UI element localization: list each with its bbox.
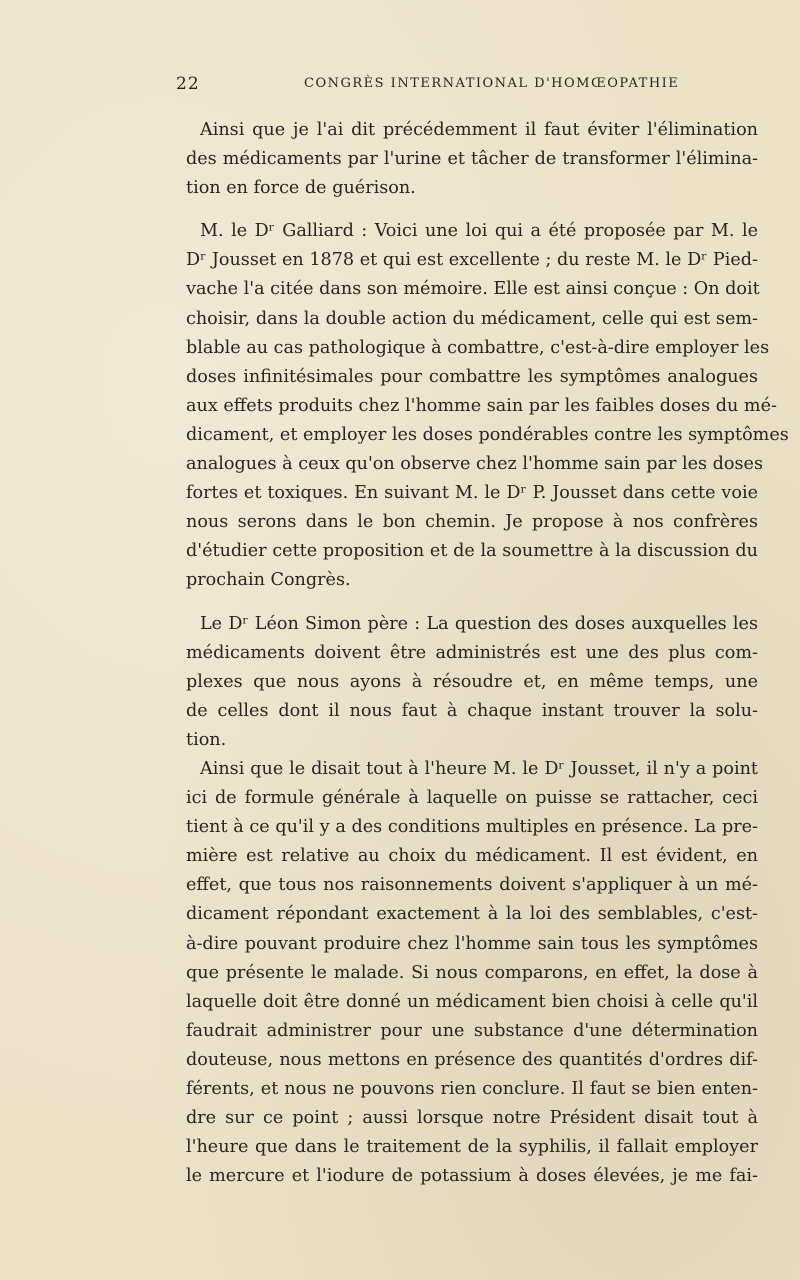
text-line: que présente le malade. Si nous comparons, en effet, la dose à	[186, 962, 758, 983]
text-line: tient à ce qu'il y a des conditions multiples en présence. La pre-	[186, 817, 758, 838]
page-number: 22	[176, 74, 200, 94]
text-line: analogues à ceux qu'on observe chez l'homme sain par les doses	[186, 454, 763, 475]
text-line: douteuse, nous mettons en présence des quantités d'ordres dif-	[186, 1049, 758, 1070]
text-line: fortes et toxiques. En suivant M. le Dʳ P. Jousset dans cette voie	[186, 483, 758, 504]
text-line: nous serons dans le bon chemin. Je propose à nos confrères	[186, 512, 758, 533]
text-line: Ainsi que le disait tout à l'heure M. le Dʳ Jousset, il n'y a point	[200, 758, 758, 779]
text-line: médicaments doivent être administrés est une des plus com-	[186, 642, 758, 663]
running-title: CONGRÈS INTERNATIONAL D'HOMŒOPATHIE	[304, 76, 680, 91]
text-line: effet, que tous nos raisonnements doivent s'appliquer à un mé-	[186, 875, 758, 896]
text-line: dicament répondant exactement à la loi des semblables, c'est-	[186, 904, 758, 925]
text-line: ici de formule générale à laquelle on puisse se rattacher, ceci	[186, 788, 758, 809]
text-line: faudrait administrer pour une substance d'une détermination	[186, 1020, 758, 1041]
text-line: dre sur ce point ; aussi lorsque notre Président disait tout à	[186, 1108, 758, 1129]
text-line: laquelle doit être donné un médicament bien choisi à celle qu'il	[186, 991, 758, 1012]
text-line: Dʳ Jousset en 1878 et qui est excellente ; du reste M. le Dʳ Pied-	[186, 250, 758, 271]
text-line: férents, et nous ne pouvons rien conclure. Il faut se bien enten-	[186, 1079, 758, 1099]
text-line: prochain Congrès.	[186, 570, 351, 591]
text-line: blable au cas pathologique à combattre, c'est-à-dire employer les	[186, 337, 770, 358]
text-line: mière est relative au choix du médicament. Il est évident, en	[186, 846, 758, 867]
text-line: des médicaments par l'urine et tâcher de transformer l'élimina-	[186, 149, 758, 170]
text-line: le mercure et l'iodure de potassium à doses élevées, je me fai-	[186, 1166, 758, 1187]
text-line: l'heure que dans le traitement de la syphilis, il fallait employer	[186, 1137, 758, 1158]
text-line: d'étudier cette proposition et de la soumettre à la discussion du	[186, 541, 758, 562]
body-text	[186, 116, 789, 1191]
text-line: vache l'a citée dans son mémoire. Elle est ainsi conçue : On doit	[186, 279, 760, 300]
text-line: doses infinitésimales pour combattre les symptômes analogues	[186, 366, 758, 387]
text-line: dicament, et employer les doses pondérables contre les symptômes	[186, 424, 789, 445]
text-line: de celles dont il nous faut à chaque instant trouver la solu-	[186, 700, 758, 721]
text-line: M. le Dʳ Galliard : Voici une loi qui a été proposée par M. le	[200, 221, 758, 242]
text-line: Ainsi que je l'ai dit précédemment il faut éviter l'élimination	[200, 120, 758, 140]
text-line: à-dire pouvant produire chez l'homme sain tous les symptômes	[186, 933, 758, 954]
text-line: Le Dʳ Léon Simon père : La question des doses auxquelles les	[200, 613, 758, 634]
text-line: tion.	[186, 729, 227, 750]
text-line: plexes que nous ayons à résoudre et, en même temps, une	[186, 671, 758, 692]
text-line: choisir, dans la double action du médicament, celle qui est sem-	[186, 308, 758, 329]
text-line: tion en force de guérison.	[186, 178, 416, 199]
text-line: aux effets produits chez l'homme sain par les faibles doses du mé-	[186, 395, 777, 416]
